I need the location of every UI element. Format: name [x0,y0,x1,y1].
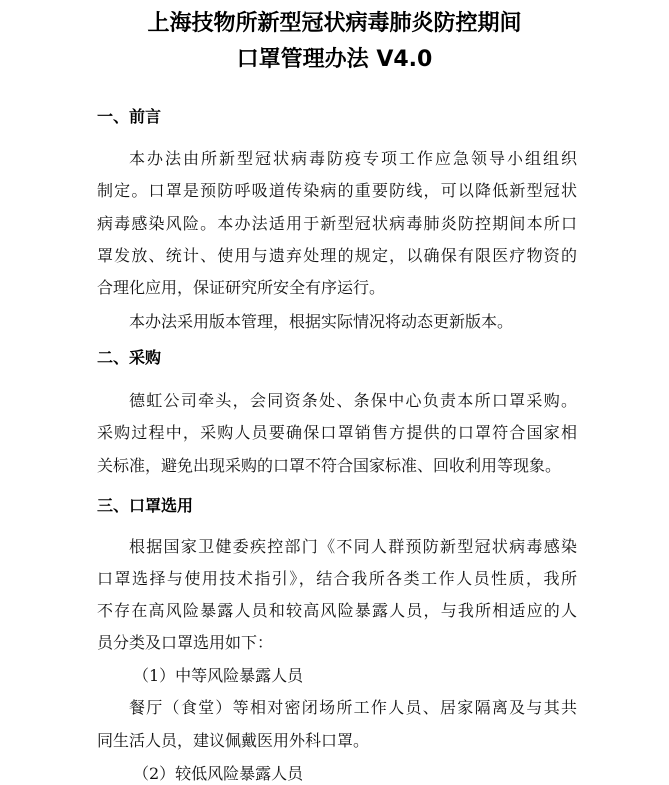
paragraph-line: 德虹公司牵头，会同资条处、条保中心负责本所口罩采购。 [129,391,577,410]
paragraph-line: 采购过程中，采购人员要确保口罩销售方提供的口罩符合国家相 [97,423,577,442]
paragraph-line: 根据国家卫健委疾控部门《不同人群预防新型冠状病毒感染 [129,537,577,556]
section-heading-preface: 一、前言 [97,107,162,126]
document-title-line-2: 口罩管理办法 V4.0 [236,47,433,72]
paragraph-line: 口罩选择与使用技术指引》，结合我所各类工作人员性质，我所 [97,569,577,588]
paragraph-line: 病毒感染风险。本办法适用于新型冠状病毒肺炎防控期间本所口 [97,214,577,233]
paragraph-line: 员分类及口罩选用如下： [97,633,274,652]
paragraph-line: 制定。口罩是预防呼吸道传染病的重要防线，可以降低新型冠状 [97,181,577,200]
paragraph-line: 餐厅（食堂）等相对密闭场所工作人员、居家隔离及与其共 [129,698,577,717]
paragraph-line: 罩发放、统计、使用与遗弃处理的规定，以确保有限医疗物资的 [97,246,577,265]
paragraph-line: 本办法由所新型冠状病毒防疫专项工作应急领导小组组织 [129,149,577,168]
paragraph-line: 关标准，避免出现采购的口罩不符合国家标准、回收利用等现象。 [97,456,562,475]
paragraph-line: 同生活人员，建议佩戴医用外科口罩。 [97,731,370,750]
paragraph-line: 本办法采用版本管理，根据实际情况将动态更新版本。 [129,312,514,331]
paragraph-line: 合理化应用，保证研究所安全有序运行。 [97,278,386,297]
list-item-low-risk: （2）较低风险暴露人员 [133,764,304,783]
section-heading-procurement: 二、采购 [97,348,162,367]
paragraph-line: 不存在高风险暴露人员和较高风险暴露人员，与我所相适应的人 [97,601,577,620]
section-heading-mask-selection: 三、口罩选用 [97,496,194,515]
document-title-line-1: 上海技物所新型冠状病毒肺炎防控期间 [147,11,522,36]
list-item-medium-risk: （1）中等风险暴露人员 [133,666,304,685]
